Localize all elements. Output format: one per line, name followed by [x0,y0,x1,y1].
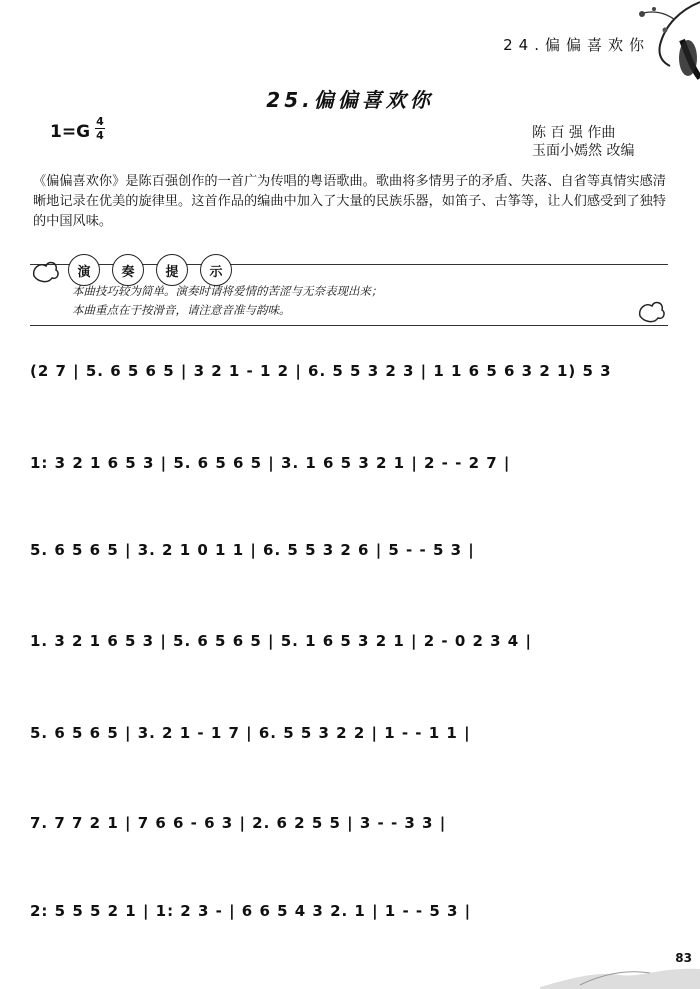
score-line-text: 5. 6 5 6 5 | 3. 2 1 - 1 7 | 6. 5 5 3 2 2 | 1 - - 1 1 | [30,724,471,742]
hint-text [72,282,383,320]
composer-credit: 陈 百 强 作曲 [532,125,616,141]
hint-tab-4: 示 [200,254,232,286]
hint-tab-1: 演 [68,254,100,286]
song-title: 25.偏偏喜欢你 [266,88,434,112]
score-line-6 [30,800,670,842]
score-line-text: 1. 3 2 1 6 5 3 | 5. 6 5 6 5 | 5. 1 6 5 3 2 1 | 2 - 0 2 3 4 | [30,632,532,650]
hint-tab-3: 提 [156,254,188,286]
score-line-text: 2: 5 5 5 2 1 | 1: 2 3 - | 6 6 5 4 3 2. 1 | 1 - - 5 3 | [30,902,472,920]
running-header: 24.偏偏喜欢你 [503,36,650,54]
score-line-text: 1: 3 2 1 6 5 3 | 5. 6 5 6 5 | 3. 1 6 5 3 2 1 | 2 - - 2 7 | [30,454,511,472]
score-line-text: 5. 6 5 6 5 | 3. 2 1 0 1 1 | 6. 5 5 3 2 6 | 5 - - 5 3 | [30,541,475,559]
score-line-4 [30,618,670,660]
key-signature: 1=G [50,122,91,142]
time-signature-top: 4 [96,115,104,128]
page-number: 83 [675,951,692,965]
hint-tab-2: 奏 [112,254,144,286]
score-line-2 [30,440,670,482]
credits [532,124,634,160]
score-line-5 [30,710,670,752]
score-line-text: (2 7 | 5. 6 5 6 5 | 3 2 1 - 1 2 | 6. 5 5 3 2 3 | 1 1 6 5 6 3 2 1) 5 3 [30,362,612,380]
cloud-ornament-left-icon [30,254,60,294]
score-line-3 [30,527,670,569]
score-line-1 [30,348,670,390]
performance-hints-box [30,254,670,328]
score-line-text: 7. 7 7 2 1 | 7 6 6 - 6 3 | 2. 6 2 5 5 | 3 - - 3 3 | [30,814,447,832]
arranger-credit: 玉面小嫣然 改编 [532,143,635,159]
intro-paragraph: 《偏偏喜欢你》是陈百强创作的一首广为传唱的粤语歌曲。歌曲将多情男子的矛盾、失落、自省等真情实感清晰地记录在优美的旋律里。这首作品的编曲中加入了大量的民族乐器，如笛子、古筝等，让人们感受到了独特的中国风味。 [33,174,666,229]
cloud-ornament-right-icon [636,294,670,334]
ink-landscape-decoration [540,909,700,989]
time-signature-bottom: 4 [96,129,104,142]
hint-line-1: 本曲技巧较为简单。演奏时请将爱情的苦涩与无奈表现出来； [72,284,383,298]
hint-line-2: 本曲重点在于按滑音，请注意音准与韵味。 [72,303,291,317]
time-signature [95,116,105,141]
